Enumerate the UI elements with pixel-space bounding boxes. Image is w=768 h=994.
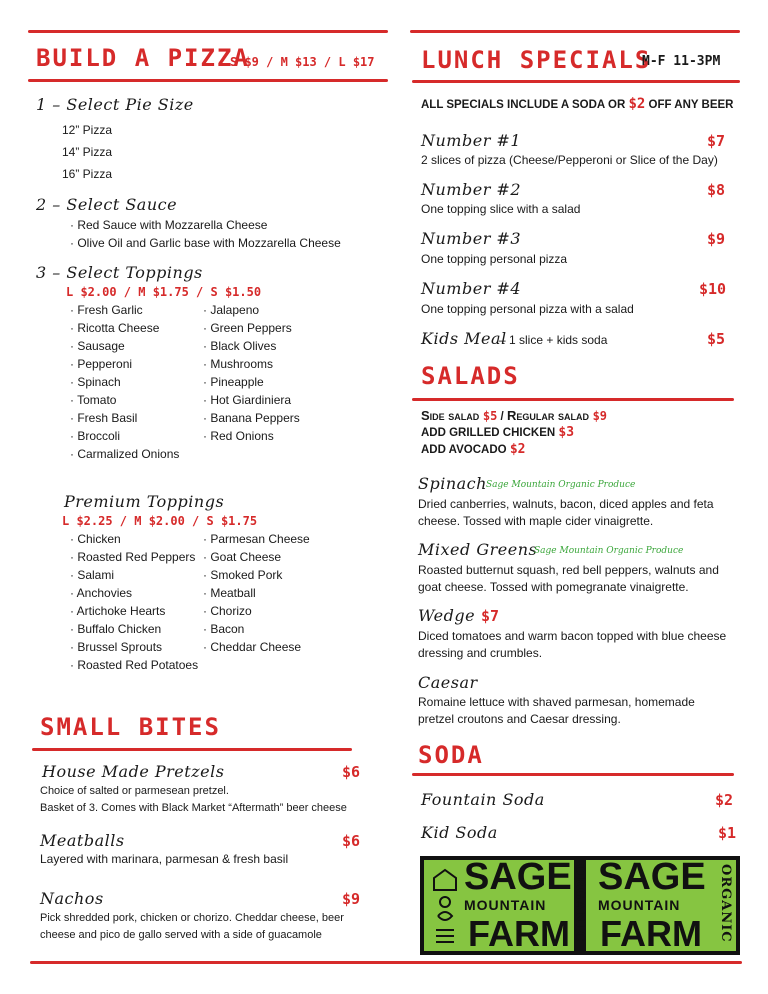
build-pizza-title: BUILD A PIZZA <box>36 44 250 72</box>
topping: · Hot Giardiniera <box>203 393 292 407</box>
add-avocado-label: ADD AVOCADO <box>421 444 510 456</box>
topping: · Banana Peppers <box>203 411 300 425</box>
bite-price: $6 <box>342 763 361 781</box>
sauce-olive: · Olive Oil and Garlic base with Mozzarella Cheese <box>70 236 341 250</box>
step1-title: 1 – Select Pie Size <box>36 95 194 114</box>
bite-desc: Pick shredded pork, chicken or chorizo. Cheddar cheese, beer <box>40 912 344 924</box>
premium-topping: · Roasted Red Peppers <box>70 550 196 564</box>
soda-price: $1 <box>718 824 737 842</box>
lunch-item-name: Number #2 <box>421 180 522 199</box>
salad-desc: Romaine lettuce with shaved parmesan, homemade <box>418 695 695 709</box>
soda-title: SODA <box>418 741 484 769</box>
premium-topping: · Cheddar Cheese <box>203 640 302 654</box>
salad-desc: pretzel croutons and Caesar dressing. <box>418 712 621 726</box>
soda-name: Fountain Soda <box>421 790 545 809</box>
salad-desc: Dried canberries, walnuts, bacon, diced apples and feta <box>418 497 714 511</box>
lunch-note-pre: ALL SPECIALS INCLUDE A SODA OR <box>421 99 629 111</box>
premium-topping: · Artichoke Hearts <box>70 604 166 618</box>
salad-price: $7 <box>481 607 500 625</box>
toppings-col2 <box>203 301 300 445</box>
bite-desc: Choice of salted or parmesean pretzel. <box>40 785 229 797</box>
logo-mountain: MOUNTAIN <box>598 897 681 913</box>
size-12: 12” Pizza <box>62 123 113 137</box>
premium-topping: · Parmesan Cheese <box>203 532 310 546</box>
salad-tag: Sage Mountain Organic Produce <box>534 546 684 556</box>
bite-name: Meatballs <box>40 831 125 850</box>
salads-title: SALADS <box>421 362 520 390</box>
salad-desc: goat cheese. Tossed with pomegranate vinaigrette. <box>418 580 689 594</box>
lunch-item-price: $9 <box>707 230 726 248</box>
lunch-hours: M-F 11-3PM <box>642 54 721 69</box>
logo-sage: SAGE <box>464 856 572 898</box>
salad-name: Mixed Greens <box>418 540 538 559</box>
kids-meal-price: $5 <box>707 330 726 348</box>
add-chicken <box>421 425 574 440</box>
top-rule-left <box>28 30 388 33</box>
premium-topping: · Roasted Red Potatoes <box>70 658 199 672</box>
lunch-item-price: $8 <box>707 181 726 199</box>
lunch-item-price: $10 <box>699 280 727 298</box>
premium-topping: · Smoked Pork <box>203 568 283 582</box>
topping: · Tomato <box>70 393 117 407</box>
small-bites-title: SMALL BITES <box>40 713 221 741</box>
topping: · Black Olives <box>203 339 277 353</box>
bite-desc: Basket of 3. Comes with Black Market “Aftermath” beer cheese <box>40 802 347 814</box>
topping: · Carmalized Onions <box>70 447 180 461</box>
bite-price: $9 <box>342 890 361 908</box>
lunch-item-desc: One topping slice with a salad <box>421 202 581 216</box>
lunch-item-name: Number #1 <box>421 131 522 150</box>
lunch-item-name: Number #4 <box>421 279 522 298</box>
add-avocado <box>421 442 525 457</box>
side-salad-price: $5 <box>482 409 498 423</box>
premium-title: Premium Toppings <box>64 492 225 511</box>
salad-desc: Diced tomatoes and warm bacon topped with blue cheese <box>418 629 727 643</box>
logo-sage: SAGE <box>598 856 706 898</box>
salad-desc: Roasted butternut squash, red bell peppers, walnuts and <box>418 563 719 577</box>
bottom-rule <box>30 961 742 964</box>
salad-tag: Sage Mountain Organic Produce <box>486 480 636 490</box>
topping: · Mushrooms <box>203 357 274 371</box>
salad-name: Caesar <box>418 673 478 692</box>
regular-salad-price: $9 <box>592 409 608 423</box>
salad-name: Spinach <box>418 474 487 493</box>
topping: · Sausage <box>70 339 125 353</box>
premium-topping: · Goat Cheese <box>203 550 282 564</box>
lunch-specials-title: LUNCH SPECIALS <box>421 46 652 74</box>
lunch-item-desc: One topping personal pizza with a salad <box>421 302 634 316</box>
bite-name: House Made Pretzels <box>42 762 225 781</box>
add-avocado-price: $2 <box>509 442 526 457</box>
logo-organic: ORGANIC <box>572 864 587 943</box>
lunch-item-desc: 2 slices of pizza (Cheese/Pepperoni or Slice of the Day) <box>421 153 718 167</box>
salad-desc: dressing and crumbles. <box>418 646 543 660</box>
lunch-note-price: $2 <box>628 96 646 112</box>
lunch-item-desc: One topping personal pizza <box>421 252 568 266</box>
topping: · Green Peppers <box>203 321 292 335</box>
topping: · Pineapple <box>203 375 264 389</box>
lunch-item-price: $7 <box>707 132 726 150</box>
premium-topping: · Meatball <box>203 586 256 600</box>
topping: · Fresh Basil <box>70 411 138 425</box>
step2-title: 2 – Select Sauce <box>36 195 178 214</box>
topping: · Ricotta Cheese <box>70 321 160 335</box>
premium-topping: · Chicken <box>70 532 121 546</box>
logo-organic: ORGANIC <box>718 864 733 943</box>
premium-col2 <box>203 530 310 656</box>
premium-topping: · Buffalo Chicken <box>70 622 162 636</box>
logo-mountain: MOUNTAIN <box>464 897 547 913</box>
toppings-prices: L $2.00 / M $1.75 / S $1.50 <box>66 285 262 299</box>
salad-desc: cheese. Tossed with maple cider vinaigrette. <box>418 514 654 528</box>
topping: · Fresh Garlic <box>70 303 143 317</box>
sauce-red: · Red Sauce with Mozzarella Cheese <box>70 218 268 232</box>
farm-icons <box>430 866 460 946</box>
lunch-note-post: OFF ANY BEER <box>645 99 734 111</box>
lunch-rule <box>412 80 740 83</box>
topping: · Red Onions <box>203 429 274 443</box>
step3-title: 3 – Select Toppings <box>36 263 203 282</box>
premium-topping: · Chorizo <box>203 604 252 618</box>
logo-farm: FARM <box>600 913 702 954</box>
kids-meal-name: Kids Meal <box>421 329 507 348</box>
premium-topping: · Salami <box>70 568 115 582</box>
salads-rule <box>412 398 734 401</box>
kids-meal-desc: – 1 slice + kids soda <box>499 333 608 347</box>
bite-name: Nachos <box>40 889 104 908</box>
toppings-col1 <box>70 301 179 463</box>
add-chicken-price: $3 <box>558 425 575 440</box>
salad-name: Wedge <box>418 606 476 625</box>
logo-farm: FARM <box>468 913 570 954</box>
premium-topping: · Anchovies <box>70 586 133 600</box>
salad-sizes <box>421 408 607 423</box>
premium-topping: · Bacon <box>203 622 245 636</box>
add-chicken-label: ADD GRILLED CHICKEN <box>421 427 559 439</box>
topping: · Pepperoni <box>70 357 133 371</box>
soda-price: $2 <box>715 791 734 809</box>
side-salad-label: Side salad <box>421 408 483 423</box>
top-rule-right <box>410 30 740 33</box>
lunch-item-name: Number #3 <box>421 229 522 248</box>
soda-name: Kid Soda <box>421 823 498 842</box>
premium-col1 <box>70 530 198 674</box>
topping: · Jalapeno <box>203 303 260 317</box>
bite-price: $6 <box>342 832 361 850</box>
size-14: 14” Pizza <box>62 145 113 159</box>
lunch-note <box>421 96 734 112</box>
build-pizza-prices: S $9 / M $13 / L $17 <box>230 55 375 69</box>
topping: · Spinach <box>70 375 121 389</box>
bite-desc: cheese and pico de gallo served with a side of guacamole <box>40 929 322 941</box>
bite-desc: Layered with marinara, parmesan & fresh basil <box>40 852 289 866</box>
soda-rule <box>412 773 734 776</box>
premium-topping: · Brussel Sprouts <box>70 640 163 654</box>
size-16: 16” Pizza <box>62 167 113 181</box>
salad-sep: / <box>497 411 507 423</box>
sage-mountain-farm-logo <box>420 856 740 955</box>
small-bites-rule <box>32 748 352 751</box>
premium-prices: L $2.25 / M $2.00 / S $1.75 <box>62 514 258 528</box>
topping: · Broccoli <box>70 429 121 443</box>
regular-salad-label: Regular salad <box>506 408 593 423</box>
build-pizza-rule <box>28 79 388 82</box>
